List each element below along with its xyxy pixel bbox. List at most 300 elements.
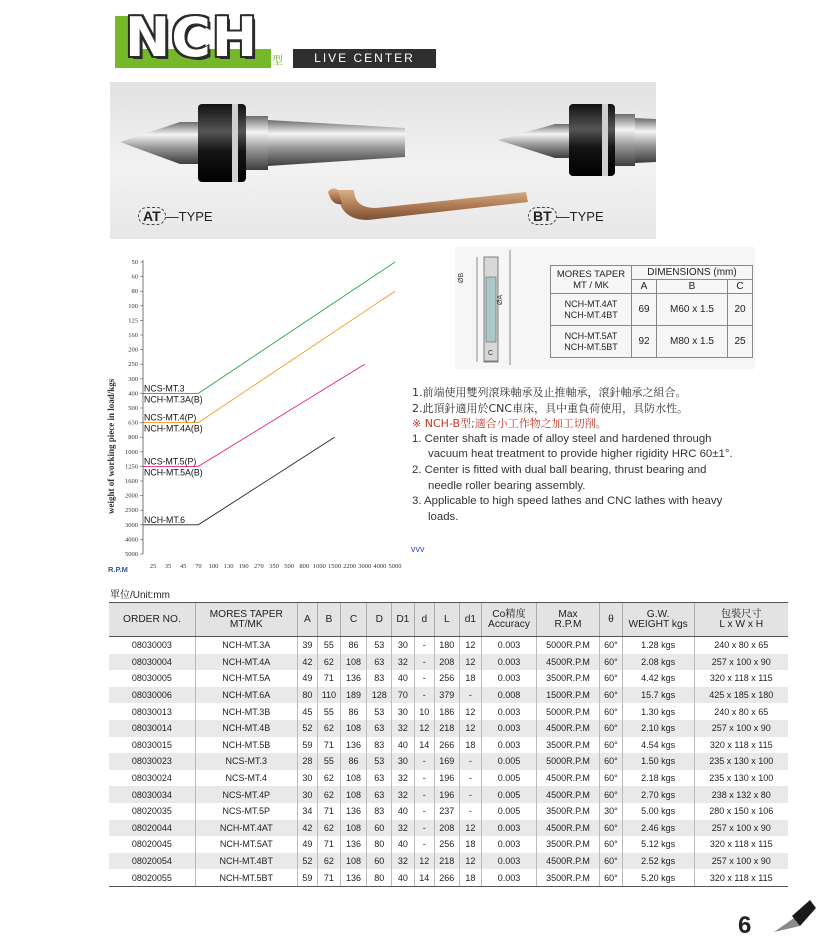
y-tick-label: 250: [128, 361, 138, 369]
table-cell: -: [459, 803, 482, 820]
table-cell: 62: [318, 770, 341, 787]
x-tick-label: 270: [254, 563, 264, 570]
table-cell: 196: [434, 770, 459, 787]
table-cell: NCH-MT.4A: [195, 654, 297, 671]
table-cell: 08030005: [131, 673, 172, 684]
y-ticks: [125, 259, 143, 558]
dims-row-mk: [551, 326, 632, 358]
table-cell: 53: [367, 703, 392, 720]
table-cell: 4500R.P.M: [536, 786, 599, 803]
y-tick-label: 200: [128, 346, 138, 354]
y-tick-label: 3000: [125, 521, 138, 529]
table-cell: 169: [434, 753, 459, 770]
spec-header-row: [109, 603, 788, 637]
table-cell: 60°: [600, 737, 623, 754]
dims-mk-2: NCH-MT.4BT: [564, 309, 618, 320]
table-cell: 60°: [600, 753, 623, 770]
y-tick-label: 630: [128, 419, 138, 427]
table-cell: 30: [392, 637, 415, 654]
table-cell: -: [414, 786, 434, 803]
table-cell: 0.005: [482, 770, 537, 787]
table-cell: -: [414, 753, 434, 770]
dims-col-b: B: [657, 280, 728, 294]
table-cell: 12: [414, 853, 434, 870]
table-cell: 0.003: [482, 820, 537, 837]
table-cell: 32: [392, 720, 415, 737]
table-cell: 5000R.P.M: [536, 703, 599, 720]
table-cell: 0.003: [482, 654, 537, 671]
table-cell: 208: [434, 820, 459, 837]
column-header: 包裝尺寸 L x W x H: [694, 603, 788, 637]
y-tick-label: 2000: [125, 492, 138, 500]
note-en-3b: loads.: [428, 510, 459, 523]
table-cell: 62: [318, 786, 341, 803]
x-tick-label: 350: [269, 563, 279, 570]
table-cell: 18: [459, 670, 482, 687]
table-cell: 0.003: [482, 670, 537, 687]
table-cell: 59: [297, 737, 317, 754]
table-cell: 53: [367, 753, 392, 770]
table-cell: 49: [297, 836, 317, 853]
x-tick-label: 45: [180, 563, 187, 570]
table-cell: -: [414, 637, 434, 654]
y-tick-label: 60: [131, 273, 138, 281]
table-cell: 08030013: [131, 706, 172, 717]
table-cell: 12: [459, 703, 482, 720]
table-cell: 5000R.P.M: [536, 637, 599, 654]
table-cell: NCS-MT.4: [195, 770, 297, 787]
table-cell: 28: [297, 753, 317, 770]
dimensions-table: [550, 265, 753, 358]
load-rpm-chart: [105, 254, 405, 576]
table-cell: 62: [318, 720, 341, 737]
dims-row-mk: [551, 294, 632, 326]
table-cell: 240 x 80 x 65: [694, 703, 788, 720]
column-header: L: [434, 603, 459, 637]
table-cell: 08030004: [109, 654, 195, 671]
table-cell: -: [414, 670, 434, 687]
table-cell: 320 x 118 x 115: [694, 869, 788, 886]
column-header: Co精度 Accuracy: [482, 603, 537, 637]
at-type-center-icon: [120, 104, 405, 182]
table-cell: 30: [297, 786, 317, 803]
table-cell: 08030024: [131, 773, 172, 784]
table-cell: 71: [318, 836, 341, 853]
table-cell: 83: [367, 803, 392, 820]
table-cell: 53: [367, 637, 392, 654]
note-en-2b: needle roller bearing assembly.: [428, 479, 586, 492]
at-type-text: —TYPE: [165, 209, 213, 224]
table-cell: 52: [297, 720, 317, 737]
table-cell: 196: [434, 786, 459, 803]
table-cell: -: [459, 687, 482, 704]
x-tick-label: 3000: [358, 563, 372, 570]
table-cell: 320 x 118 x 115: [694, 737, 788, 754]
table-cell: 83: [367, 670, 392, 687]
x-tick-label: 130: [223, 563, 234, 570]
table-cell: 5.20 kgs: [622, 869, 694, 886]
table-cell: -: [414, 803, 434, 820]
table-cell: 60°: [600, 820, 623, 837]
table-cell: -: [414, 770, 434, 787]
table-cell: 0.008: [482, 687, 537, 704]
table-cell: 5.00 kgs: [622, 803, 694, 820]
table-cell: 80: [367, 836, 392, 853]
page-subtitle: LIVE CENTER: [293, 49, 436, 68]
series-label-2: NCH-MT.3A(B): [144, 394, 203, 405]
table-cell: 62: [318, 654, 341, 671]
table-cell: 86: [340, 753, 367, 770]
dims-mk-1: NCH-MT.5AT: [564, 330, 618, 341]
dims-mk-1: NCH-MT.4AT: [564, 298, 618, 309]
table-cell: 83: [367, 737, 392, 754]
at-badge: AT: [138, 207, 166, 225]
table-cell: 1500R.P.M: [536, 687, 599, 704]
table-cell: 320 x 118 x 115: [694, 836, 788, 853]
table-row: [109, 703, 788, 720]
table-cell: 3500R.P.M: [536, 836, 599, 853]
table-cell: 4500R.P.M: [536, 853, 599, 870]
table-row: [109, 803, 788, 820]
table-cell: NCH-MT.4B: [195, 720, 297, 737]
table-cell: 71: [318, 803, 341, 820]
column-header: d1: [459, 603, 482, 637]
x-tick-label: 190: [238, 563, 249, 570]
table-cell: 60°: [600, 637, 623, 654]
table-cell: NCS-MT.5P: [195, 803, 297, 820]
table-cell: 5000R.P.M: [536, 753, 599, 770]
table-cell: 136: [340, 803, 367, 820]
note-zh-1: 1.前端使用雙列滾珠軸承及止推軸承，滾針軸承之組合。: [412, 386, 687, 399]
table-cell: 108: [340, 820, 367, 837]
dims-cell: 20: [728, 294, 753, 326]
vvv-mark: vvv: [411, 544, 425, 554]
y-tick-label: 5000: [125, 551, 138, 558]
spec-body: [109, 637, 788, 887]
table-cell: 40: [392, 803, 415, 820]
table-cell: 71: [318, 737, 341, 754]
y-axis-label: weight of working piece in load/kgs: [106, 378, 116, 514]
table-cell: NCH-MT.3A: [195, 637, 297, 654]
table-cell: 08030003: [131, 640, 172, 651]
table-cell: 4500R.P.M: [536, 820, 599, 837]
table-cell: 34: [297, 803, 317, 820]
x-tick-label: 70: [195, 563, 202, 570]
table-cell: 40: [392, 670, 415, 687]
dims-mk-2: NCH-MT.5BT: [564, 341, 618, 352]
table-cell: 52: [297, 853, 317, 870]
note-en-2a: 2. Center is fitted with dual ball bearing, thrust bearing and: [412, 463, 707, 476]
table-row: [109, 654, 788, 671]
dimension-panel: [455, 247, 755, 369]
dim-b-label: ØB: [458, 272, 465, 283]
page-title: NCH: [125, 6, 259, 69]
table-cell: 0.003: [482, 737, 537, 754]
y-tick-label: 160: [128, 332, 138, 339]
table-cell: NCH-MT.5BT: [195, 869, 297, 886]
column-header: B: [318, 603, 341, 637]
series-label: NCS-MT.5(P): [144, 456, 197, 467]
chart-svg: [105, 254, 405, 576]
title-type-char: 型: [272, 55, 283, 67]
series-labels: [144, 383, 203, 524]
table-cell: -: [459, 786, 482, 803]
series-label-2: NCH-MT.5A(B): [144, 467, 203, 478]
table-cell: 12: [414, 720, 434, 737]
table-cell: 63: [367, 786, 392, 803]
table-cell: -: [414, 654, 434, 671]
table-cell: 3500R.P.M: [536, 737, 599, 754]
table-cell: 2.52 kgs: [622, 853, 694, 870]
dimension-drawing: [455, 247, 545, 369]
table-cell: 80: [367, 869, 392, 886]
table-cell: 30: [297, 770, 317, 787]
dims-cell: 69: [632, 294, 657, 326]
table-cell: 4500R.P.M: [536, 720, 599, 737]
table-cell: 15.7 kgs: [622, 687, 694, 704]
bt-type-center-icon: [498, 104, 656, 176]
table-row: [109, 737, 788, 754]
table-cell: 40: [392, 836, 415, 853]
table-cell: 218: [434, 720, 459, 737]
table-cell: 62: [318, 820, 341, 837]
y-tick-label: 4000: [125, 536, 138, 544]
series-label: NCS-MT.3: [144, 383, 185, 394]
table-cell: 136: [340, 670, 367, 687]
table-cell: 108: [340, 720, 367, 737]
table-cell: 42: [297, 820, 317, 837]
table-cell: 32: [392, 853, 415, 870]
table-cell: 256: [434, 836, 459, 853]
y-tick-label: 300: [128, 375, 138, 383]
table-cell: 40: [392, 869, 415, 886]
table-cell: 60°: [600, 869, 623, 886]
table-cell: 18: [459, 737, 482, 754]
x-tick-label: 1000: [312, 563, 326, 570]
table-cell: 55: [318, 753, 341, 770]
table-cell: 235 x 130 x 100: [694, 770, 788, 787]
table-cell: 2.18 kgs: [622, 770, 694, 787]
table-cell: 14: [414, 737, 434, 754]
table-cell: 240 x 80 x 65: [694, 637, 788, 654]
table-cell: 60°: [600, 720, 623, 737]
dims-col-a: A: [632, 280, 657, 294]
table-cell: 08020055: [109, 869, 195, 886]
x-tick-label: 35: [164, 563, 172, 570]
table-cell: 280 x 150 x 106: [694, 803, 788, 820]
table-cell: 60°: [600, 786, 623, 803]
table-cell: 14: [414, 869, 434, 886]
dims-cell: 92: [632, 326, 657, 358]
y-tick-label: 500: [128, 405, 138, 412]
table-cell: 08030006: [109, 687, 195, 704]
column-header: ORDER NO.: [109, 603, 195, 637]
x-ticks: [150, 563, 402, 570]
table-cell: 60°: [600, 687, 623, 704]
y-tick-label: 50: [131, 259, 138, 266]
series-line: [143, 437, 335, 525]
table-cell: 108: [340, 770, 367, 787]
hook-wrench-icon: [328, 188, 528, 220]
table-cell: 2.46 kgs: [622, 820, 694, 837]
table-cell: 0.005: [482, 753, 537, 770]
at-type-label: [138, 207, 213, 225]
table-cell: 45: [297, 703, 317, 720]
table-cell: 3500R.P.M: [536, 670, 599, 687]
table-cell: -: [459, 770, 482, 787]
table-cell: 12: [459, 637, 482, 654]
table-cell: 18: [459, 836, 482, 853]
table-cell: 08030014: [109, 720, 195, 737]
dims-col-c: C: [728, 280, 753, 294]
x-axis-label: R.P.M: [108, 565, 128, 574]
table-cell: 63: [367, 770, 392, 787]
table-cell: 0.003: [482, 637, 537, 654]
table-cell: 60°: [600, 836, 623, 853]
y-tick-label: 800: [128, 434, 138, 442]
table-cell: 40: [392, 737, 415, 754]
table-cell: 08020054: [109, 853, 195, 870]
series-line: [143, 262, 395, 393]
table-cell: 39: [297, 637, 317, 654]
table-cell: 257 x 100 x 90: [694, 853, 788, 870]
note-en-1b: vacuum heat treatment to provide higher rigidity HRC 60±1°.: [428, 448, 733, 461]
table-cell: 32: [392, 770, 415, 787]
table-cell: 08020044: [109, 820, 195, 837]
table-cell: 379: [434, 687, 459, 704]
table-cell: 235 x 130 x 100: [694, 753, 788, 770]
dim-c-label: C: [488, 350, 494, 357]
table-cell: 60°: [600, 670, 623, 687]
table-cell: -: [414, 820, 434, 837]
x-tick-label: 500: [284, 563, 294, 570]
table-row: [109, 786, 788, 803]
table-cell: 30: [392, 753, 415, 770]
table-cell: 425 x 185 x 180: [694, 687, 788, 704]
table-cell: 1.50 kgs: [622, 753, 694, 770]
table-cell: 189: [340, 687, 367, 704]
table-cell: 2.08 kgs: [622, 654, 694, 671]
table-cell: 71: [318, 670, 341, 687]
table-row: [109, 869, 788, 886]
bt-badge: BT: [528, 207, 557, 225]
table-cell: 63: [367, 654, 392, 671]
table-cell: 256: [434, 670, 459, 687]
x-tick-label: 25: [149, 563, 157, 570]
table-cell: 186: [434, 703, 459, 720]
table-cell: 0.005: [482, 786, 537, 803]
y-tick-label: 400: [128, 390, 138, 398]
table-cell: 86: [340, 637, 367, 654]
table-cell: 108: [340, 853, 367, 870]
spec-table: [109, 602, 788, 887]
table-cell: 2.10 kgs: [622, 720, 694, 737]
dims-head-left: MORES TAPER MT / MK: [551, 266, 632, 294]
table-cell: 237: [434, 803, 459, 820]
table-cell: NCH-MT.4BT: [195, 853, 297, 870]
table-cell: 60: [367, 853, 392, 870]
table-row: [109, 836, 788, 853]
table-cell: 0.003: [482, 869, 537, 886]
y-tick-label: 125: [128, 317, 138, 325]
table-cell: 59: [297, 869, 317, 886]
table-row: [109, 637, 788, 654]
table-cell: 266: [434, 737, 459, 754]
table-cell: 1.28 kgs: [622, 637, 694, 654]
unit-label: 單位/Unit:mm: [110, 590, 170, 601]
table-cell: 218: [434, 853, 459, 870]
table-row: [109, 687, 788, 704]
table-row: [109, 853, 788, 870]
table-cell: 12: [459, 720, 482, 737]
y-tick-label: 100: [128, 302, 138, 310]
table-cell: 62: [318, 853, 341, 870]
table-cell: 55: [318, 703, 341, 720]
table-cell: 257 x 100 x 90: [694, 654, 788, 671]
table-cell: 80: [297, 687, 317, 704]
table-cell: 60°: [600, 770, 623, 787]
table-cell: 32: [392, 820, 415, 837]
product-photo-panel: [110, 82, 656, 239]
table-cell: 4500R.P.M: [536, 654, 599, 671]
series-label: NCH-MT.6: [144, 514, 186, 525]
note-en-3a: 3. Applicable to high speed lathes and CNC lathes with heavy: [412, 495, 723, 508]
table-cell: 63: [367, 720, 392, 737]
column-header: C: [340, 603, 367, 637]
y-tick-label: 1250: [125, 463, 138, 471]
dim-a-label: ØA: [497, 294, 504, 305]
table-cell: 55: [318, 637, 341, 654]
table-cell: 49: [297, 670, 317, 687]
column-header: Max R.P.M: [536, 603, 599, 637]
table-cell: 208: [434, 654, 459, 671]
page-number: 6: [738, 912, 752, 939]
table-cell: 60: [367, 820, 392, 837]
table-cell: 71: [318, 869, 341, 886]
table-cell: NCH-MT.6A: [195, 687, 297, 704]
table-cell: 08020045: [131, 839, 172, 850]
table-cell: 0.003: [482, 853, 537, 870]
table-cell: 86: [340, 703, 367, 720]
table-cell: 08030015: [131, 739, 172, 750]
dims-head-right: DIMENSIONS (mm): [632, 266, 753, 280]
x-tick-label: 1500: [328, 563, 341, 570]
series-label-2: NCH-MT.4A(B): [144, 423, 203, 434]
table-cell: 42: [297, 654, 317, 671]
table-row: [109, 670, 788, 687]
table-cell: NCH-MT.4AT: [195, 820, 297, 837]
table-cell: NCH-MT.5AT: [195, 836, 297, 853]
live-center-tip-icon: [772, 898, 816, 936]
column-header: θ: [600, 603, 623, 637]
table-cell: -: [414, 687, 434, 704]
table-cell: NCH-MT.5B: [195, 737, 297, 754]
table-row: [109, 820, 788, 837]
x-tick-label: 4000: [373, 563, 387, 570]
table-cell: 70: [392, 687, 415, 704]
table-cell: 0.003: [482, 703, 537, 720]
series-label: NCS-MT.4(P): [144, 412, 197, 423]
dims-cell: 25: [728, 326, 753, 358]
table-cell: 1.30 kgs: [622, 703, 694, 720]
y-tick-label: 2500: [125, 507, 138, 515]
table-cell: 60°: [600, 703, 623, 720]
column-header: D: [367, 603, 392, 637]
table-cell: 108: [340, 786, 367, 803]
dims-cell: M60 x 1.5: [657, 294, 728, 326]
x-tick-label: 100: [208, 563, 219, 570]
table-cell: 12: [459, 654, 482, 671]
